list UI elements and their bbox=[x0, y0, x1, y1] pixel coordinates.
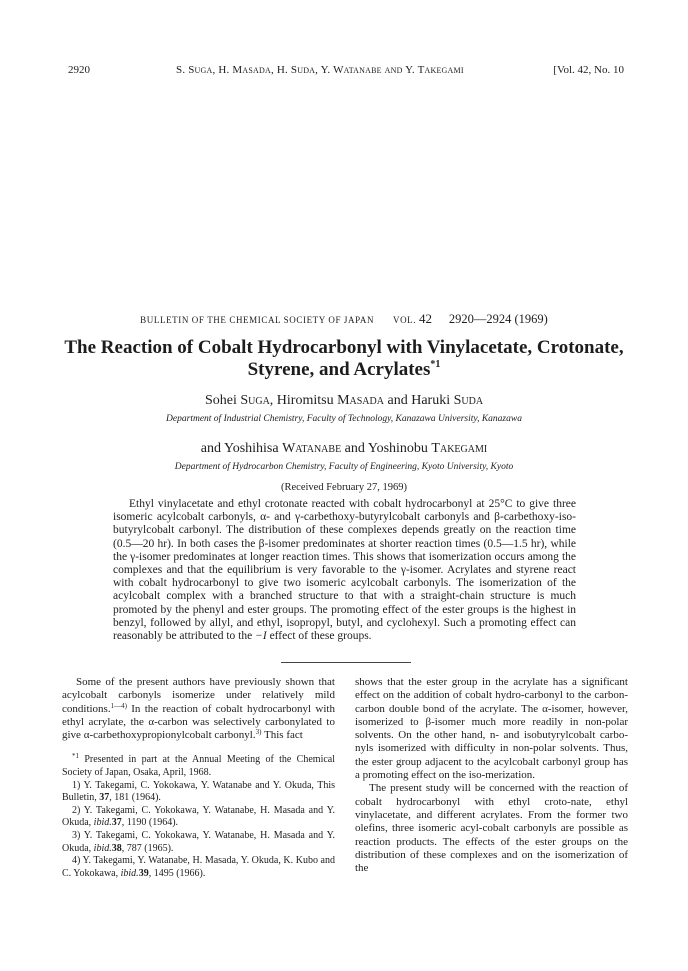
author-separator: and bbox=[344, 441, 365, 456]
footnote bbox=[62, 754, 335, 779]
abstract-sentence: This shows that isomerization occurs among the complexes and that the equilibrium is very favorable to the γ-isomer. bbox=[113, 550, 577, 577]
title-line-1: The Reaction of Cobalt Hydrocarbonyl with Vinylacetate, Crotonate, bbox=[64, 337, 624, 358]
body-paragraph bbox=[62, 676, 335, 742]
reference-text: , 1190 (1964). bbox=[121, 817, 179, 829]
running-header-authors: S. Suga, H. Masada, H. Suda, Y. Watanabe and Y. Takegami bbox=[176, 64, 464, 76]
running-header bbox=[68, 62, 624, 78]
journal-volume-number: 42 bbox=[419, 311, 432, 326]
reference-text: 1) Y. Takegami, C. Yokokawa, Y. Watanabe and Y. Okuda, This Bulletin, bbox=[62, 779, 335, 804]
author-separator: and bbox=[200, 441, 221, 456]
abstract-sentence: Such a promoting effect can reasonably be attributed to the bbox=[113, 616, 577, 643]
reference-volume: 39 bbox=[138, 867, 149, 879]
author-separator: and bbox=[387, 393, 408, 408]
reference-entry bbox=[62, 780, 335, 805]
reference-entry bbox=[62, 830, 335, 855]
title-line-2 bbox=[60, 359, 628, 381]
abstract bbox=[113, 498, 576, 643]
title-line-2-text: Styrene, and Acrylates bbox=[247, 359, 431, 380]
body-text: Some of the present authors have previously shown that acylcobalt carbonyls isomerize under relatively mild conditions. bbox=[62, 676, 335, 715]
author-list-1 bbox=[0, 393, 688, 409]
body-paragraph: shows that the ester group in the acrylate has a significant effect on the addition of cobalt hydro-carbonyl to the carbon-carbon double bond of the acrylate. The α-isomer, however, isomerized to β-isomer much more readily in non-polar solvents. On the other hand, n- and isobutyrylcobalt carbo-nyls isomerized with difficulty in non-polar solvents. Thus, the ester group adjacent to the acylcobalt carbonyl group has a promoting effect on the iso-merization. bbox=[355, 676, 628, 782]
title-footnote-mark: *1 bbox=[430, 359, 441, 370]
section-divider bbox=[281, 662, 411, 663]
reference-volume: 37 bbox=[111, 817, 122, 829]
reference-volume: 37 bbox=[99, 792, 110, 804]
abstract-sentence: The isomerization of the acylcobalt complex with a branched structure to that with a straight-chain structure is much promoted by the phenyl and ester groups. bbox=[113, 577, 576, 616]
reference-volume: 38 bbox=[111, 842, 122, 854]
affiliation-1: Department of Industrial Chemistry, Faculty of Technology, Kanazawa University, Kanazawa bbox=[166, 414, 522, 424]
journal-volume-label: VOL. bbox=[392, 315, 417, 325]
page-number: 2920 bbox=[68, 64, 90, 76]
abstract-sentence: In both cases the β-isomer predominates at shorter reaction times (0.5—1.5 hr), while the γ-isomer predominates at longer reaction times. bbox=[113, 537, 576, 563]
abstract-sentence: effect of these groups. bbox=[269, 630, 372, 643]
reference-entry bbox=[62, 805, 335, 830]
author-given-name: Yoshihisa bbox=[223, 441, 279, 456]
footnote-mark-symbol: *1 bbox=[72, 752, 79, 761]
abstract-inductive-symbol: −I bbox=[255, 630, 267, 643]
author-family-name: Suda bbox=[453, 393, 484, 408]
abstract-sentence: The distribution of these complexes depends greatly on the reaction time (0.5—20 hr). bbox=[113, 524, 576, 550]
reference-text: , 181 (1964). bbox=[109, 792, 161, 804]
journal-citation-line bbox=[0, 312, 688, 327]
journal-name: BULLETIN OF THE CHEMICAL SOCIETY OF JAPAN bbox=[140, 315, 375, 325]
body-text: This fact bbox=[261, 729, 303, 742]
abstract-sentence: Ethyl vinylacetate and ethyl crotonate reacted with cobalt hydrocarbonyl at 25°C to give three isomeric acylcobalt carbonyls, α- and γ-carbethoxy-butyrylcobalt carbonyls and β-carbethoxy-iso-butyrylcobalt carbonyl. bbox=[113, 498, 576, 537]
footnotes bbox=[62, 754, 335, 880]
body-text: In the reaction of cobalt hydrocarbonyl with ethyl acrylate, the α-carbon was selectively carbonylated to give α-carbethoxypropionylcobalt carbonyl. bbox=[62, 702, 335, 742]
author-list-2 bbox=[0, 441, 688, 457]
reference-mark: 3) bbox=[255, 728, 262, 737]
author-given-name: Hiromitsu bbox=[276, 393, 334, 408]
author-family-name: Masada bbox=[337, 393, 384, 408]
reference-text: 4) Y. Takegami, Y. Watanabe, H. Masada, Y. Okuda, K. Kubo and C. Yokokawa, bbox=[62, 855, 335, 879]
body-column-left bbox=[62, 676, 335, 880]
author-family-name: Suga bbox=[240, 393, 270, 408]
author-given-name: Haruki bbox=[411, 393, 451, 408]
reference-text: 2) Y. Takegami, C. Yokokawa, Y. Watanabe, H. Masada and Y. Okuda, bbox=[62, 804, 335, 829]
reference-text: , 1495 (1966). bbox=[148, 867, 206, 879]
author-given-name: Sohei bbox=[204, 393, 237, 408]
body-paragraph: The present study will be concerned with the reaction of cobalt hydrocarbonyl with ethyl croto-nate, ethyl vinylacetate, and different acrylates. From the former two olefins, three isomeric acyl-cobalt carbonyls are possible as reaction products. The effects of the ester groups on the distribution of these complexes and on the isomerization of the bbox=[355, 782, 628, 875]
reference-text: , 787 (1965). bbox=[121, 842, 174, 854]
reference-text: 3) Y. Takegami, C. Yokokawa, Y. Watanabe, H. Masada and Y. Okuda, bbox=[62, 830, 335, 854]
journal-volume bbox=[393, 312, 432, 327]
abstract-sentence: Acrylates and styrene react with cobalt hydrocarbonyl to give two isomeric acylcobalt carbonyls. bbox=[113, 564, 577, 590]
reference-ibid: ibid. bbox=[93, 817, 112, 829]
abstract-sentence: The promoting effect of the ester groups is the highest in benzyl, followed by allyl, and ethyl, isopropyl, butyl, and cyclohexyl. bbox=[113, 603, 577, 629]
reference-ibid: ibid. bbox=[93, 842, 112, 854]
received-date: (Received February 27, 1969) bbox=[281, 482, 407, 493]
reference-mark: 1—4) bbox=[110, 701, 127, 710]
affiliation-2: Department of Hydrocarbon Chemistry, Faculty of Engineering, Kyoto University, Kyoto bbox=[174, 462, 514, 472]
paper-title bbox=[60, 337, 628, 381]
journal-pages: 2920—2924 (1969) bbox=[448, 312, 548, 326]
reference-ibid: ibid. bbox=[120, 867, 139, 879]
author-separator: , bbox=[269, 393, 274, 408]
footnote-text: Presented in part at the Annual Meeting of the Chemical Society of Japan, Osaka, April, 1968. bbox=[62, 754, 335, 779]
author-given-name: Yoshinobu bbox=[367, 441, 428, 456]
author-family-name: Takegami bbox=[431, 441, 488, 456]
footnote-mark bbox=[72, 754, 79, 765]
body-column-right bbox=[355, 676, 628, 875]
running-header-volume: [Vol. 42, No. 10 bbox=[553, 64, 624, 76]
reference-entry bbox=[62, 855, 335, 880]
author-family-name: Watanabe bbox=[282, 441, 342, 456]
